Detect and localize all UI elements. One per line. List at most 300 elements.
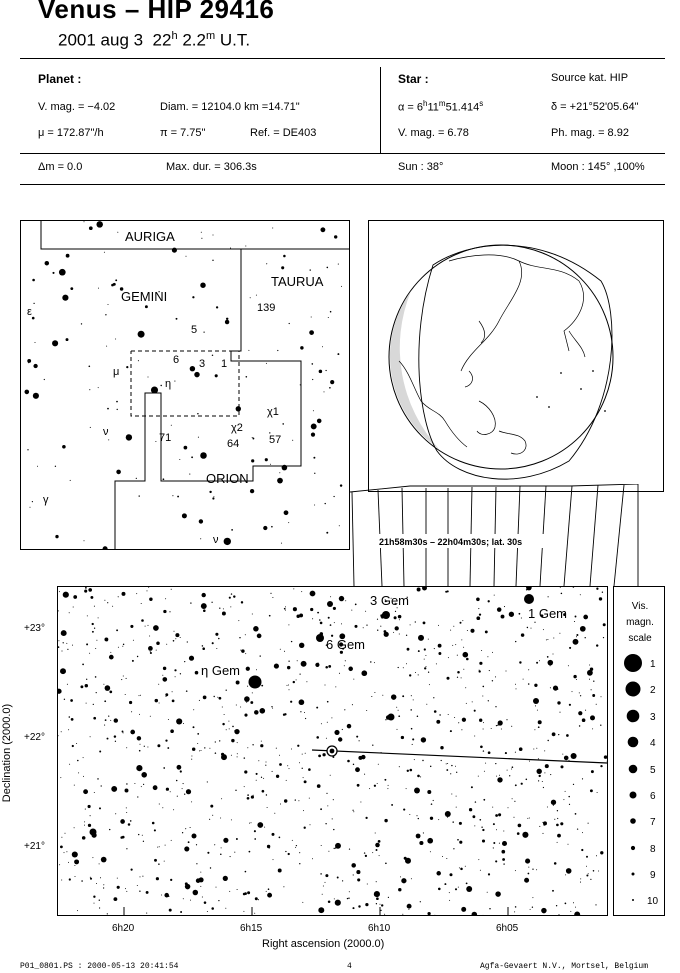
star-dot — [570, 911, 571, 912]
mag-label-7: 7 — [650, 817, 656, 828]
star-dot — [299, 852, 300, 853]
star-dot — [122, 646, 123, 647]
gemini-label: GEMINI — [121, 289, 168, 304]
star-dot — [142, 835, 143, 836]
star-dot — [213, 496, 214, 497]
star-dot — [266, 891, 267, 892]
star-dot — [602, 592, 603, 593]
star-dot — [68, 862, 69, 863]
star-dot — [391, 804, 393, 806]
star-dot — [161, 894, 162, 895]
star-dot — [55, 466, 56, 467]
star-dot — [126, 812, 127, 813]
star-dot — [365, 903, 368, 906]
star-dot — [593, 681, 594, 682]
star-dot — [394, 698, 395, 699]
star-dot — [104, 637, 108, 641]
star-dot — [89, 226, 93, 230]
star-dot — [52, 340, 58, 346]
star-dot — [349, 891, 350, 892]
star-dot — [416, 815, 417, 816]
star-dot — [457, 671, 460, 674]
star-dot — [230, 248, 231, 249]
star-dot — [263, 778, 264, 779]
star-dot — [67, 649, 68, 650]
star-dot — [573, 784, 574, 785]
star-dot — [428, 639, 429, 640]
mu-label: μ — [113, 366, 120, 378]
star-dot — [185, 882, 188, 885]
star-dot — [246, 376, 248, 378]
star-dot — [120, 836, 123, 839]
star-dot — [523, 679, 524, 680]
star-dot — [196, 844, 197, 845]
star-dot — [160, 385, 161, 386]
star-dot — [544, 750, 545, 751]
star-dot — [394, 616, 397, 619]
star-dot — [515, 784, 517, 786]
star-dot — [345, 600, 346, 601]
star-dot — [448, 714, 449, 715]
star-dot — [325, 882, 326, 883]
star-dot — [172, 700, 175, 703]
star-dot — [550, 774, 551, 775]
star-dot — [367, 883, 368, 884]
139-label: 139 — [257, 302, 276, 314]
star-dot — [433, 697, 434, 698]
star-dot — [149, 598, 152, 601]
star-dot — [597, 792, 598, 793]
eta-gem-star — [249, 676, 262, 689]
star-dot — [424, 659, 425, 660]
star-dot — [592, 728, 593, 729]
star-dot — [117, 886, 120, 889]
star-dot — [449, 892, 450, 893]
mag-dot-1 — [624, 654, 642, 672]
star-dot — [235, 790, 236, 791]
star-dot — [94, 628, 95, 629]
star-dot — [113, 897, 117, 901]
star-dot — [81, 880, 83, 882]
star-dot — [598, 871, 599, 872]
star-dot — [169, 611, 170, 612]
star-dot — [138, 331, 145, 338]
star-dot — [212, 815, 213, 816]
star-dot — [512, 766, 514, 768]
star-dot — [256, 780, 257, 781]
star-dot — [499, 843, 500, 844]
star-dot — [171, 840, 172, 841]
star-dot — [272, 227, 273, 228]
star-dot — [137, 796, 138, 797]
star-dot — [470, 629, 474, 633]
star-dot — [317, 419, 322, 424]
star-dot — [451, 765, 452, 766]
star-dot — [279, 755, 280, 756]
star-dot — [128, 823, 131, 826]
star-dot — [266, 263, 267, 264]
star-dot — [173, 640, 175, 642]
star-dot — [130, 730, 135, 735]
star-dot — [581, 849, 583, 851]
star-dot — [531, 628, 532, 629]
star-dot — [215, 374, 218, 377]
star-dot — [202, 645, 204, 647]
star-dot — [396, 707, 397, 708]
star-dot — [440, 746, 443, 749]
star-dot — [245, 634, 246, 635]
star-dot — [262, 790, 265, 793]
star-dot — [191, 456, 193, 458]
star-dot — [284, 608, 286, 610]
star-dot — [333, 799, 334, 800]
star-dot — [534, 622, 535, 623]
star-dot — [296, 679, 297, 680]
mag-dot-8 — [631, 846, 635, 850]
star-dot — [104, 252, 105, 253]
star-dot — [374, 662, 375, 663]
star-dot — [349, 849, 350, 850]
star-dot — [61, 650, 62, 651]
star-dot — [272, 833, 275, 836]
star-dot — [276, 748, 277, 749]
star-dot — [197, 733, 199, 735]
auriga-boundary — [41, 221, 350, 249]
star-dot — [254, 830, 256, 832]
dec-tick-22: +22° — [24, 732, 45, 743]
star-dot — [136, 765, 142, 771]
star-dot — [582, 778, 583, 779]
star-dot — [93, 717, 96, 720]
star-dot — [331, 717, 332, 718]
star-dot — [60, 846, 63, 849]
star-dot — [446, 763, 447, 764]
star-dot — [230, 856, 231, 857]
star-dot — [313, 457, 315, 459]
ra-h-unit: h — [423, 99, 428, 108]
star-dot — [580, 594, 581, 595]
star-dot — [251, 459, 254, 462]
star-dot — [180, 673, 181, 674]
star-dot — [279, 837, 281, 839]
star-dot — [472, 912, 478, 916]
star-dot — [463, 647, 464, 648]
orion-label: ORION — [206, 471, 249, 486]
star-dot — [402, 695, 404, 697]
star-dot — [544, 772, 545, 773]
info-mid-rule — [20, 153, 665, 154]
star-dot — [543, 821, 547, 825]
star-dot — [244, 770, 247, 773]
star-dot — [58, 646, 59, 648]
star-dot — [352, 810, 353, 811]
star-dot — [115, 279, 117, 281]
star-dot — [191, 756, 192, 757]
6-gem-star — [316, 634, 324, 642]
star-dot — [457, 839, 459, 841]
finder-chart — [20, 220, 350, 550]
star-dot — [506, 719, 507, 720]
star-dot — [86, 703, 87, 704]
star-dot — [380, 626, 381, 627]
star-dot — [201, 232, 202, 233]
star-dot — [398, 615, 402, 619]
mag-dot-5 — [629, 765, 638, 774]
star-dot — [438, 819, 439, 820]
star-dot — [118, 647, 119, 648]
star-dot — [174, 381, 175, 382]
star-dot — [315, 663, 319, 667]
star-dot — [376, 903, 377, 904]
star-dot — [162, 675, 163, 676]
star-dot — [536, 869, 537, 870]
star-dot — [566, 734, 569, 737]
star-dot — [359, 740, 360, 741]
star-dot — [221, 847, 222, 848]
magnitude-scale — [613, 586, 665, 916]
star-dot — [596, 704, 597, 705]
star-dot — [278, 869, 282, 873]
star-dot — [148, 646, 153, 651]
star-dot — [466, 886, 472, 892]
star-dot — [340, 484, 342, 486]
star-dot — [121, 679, 122, 680]
star-phmag: Ph. mag. = 8.92 — [551, 127, 629, 139]
star-dot — [607, 819, 608, 822]
star-dot — [381, 904, 383, 906]
star-dot — [59, 591, 60, 592]
star-dot — [548, 596, 549, 597]
star-dot — [537, 769, 542, 774]
star-dot — [202, 647, 205, 650]
chi2-label: χ2 — [231, 422, 243, 434]
star-dot — [250, 489, 254, 493]
star-dot — [580, 626, 586, 632]
star-dot — [254, 838, 256, 840]
star-dot — [132, 660, 134, 662]
info-bottom-rule — [20, 184, 665, 185]
star-dot — [590, 879, 591, 880]
star-dot — [556, 905, 557, 906]
star-dot — [512, 798, 513, 799]
star-dot — [111, 786, 117, 792]
star-dot — [186, 690, 188, 692]
star-dot — [557, 701, 560, 704]
planet-parallax: π = 7.75" — [160, 127, 206, 139]
star-dot — [201, 603, 207, 609]
star-dot — [519, 613, 521, 615]
star-dot — [325, 370, 326, 371]
star-dot — [283, 714, 285, 716]
star-dot — [237, 742, 238, 743]
star-dot — [226, 690, 227, 691]
star-dot — [541, 908, 546, 913]
star-dot — [250, 701, 253, 704]
star-dot — [84, 825, 85, 826]
star-dot — [224, 538, 231, 545]
star-dot — [288, 661, 289, 662]
star-dot — [265, 761, 266, 762]
star-dot — [596, 644, 598, 646]
star-dot — [300, 711, 301, 712]
star-dot — [88, 805, 91, 808]
star-dot — [147, 747, 148, 748]
star-dot — [334, 730, 339, 735]
star-dot — [302, 754, 303, 755]
star-dot — [402, 914, 403, 915]
star-dot — [212, 642, 214, 644]
star-dot — [311, 363, 313, 365]
star-dot — [471, 786, 473, 788]
star-dot — [496, 829, 497, 830]
star-dot — [508, 807, 509, 808]
star-dot — [223, 838, 228, 843]
star-dot — [118, 596, 119, 597]
footer-page-number: 4 — [347, 962, 352, 971]
ra-s-unit: s — [479, 99, 484, 108]
scale-dots-svg — [614, 649, 665, 914]
star-dot — [573, 639, 579, 645]
star-dot — [582, 832, 583, 833]
star-dot — [60, 668, 66, 674]
star-dot — [312, 594, 314, 596]
star-dot — [461, 907, 466, 912]
star-dot — [518, 824, 522, 828]
star-dot — [370, 661, 371, 662]
star-dot — [319, 619, 321, 621]
star-dot — [328, 317, 329, 318]
ephemeris-ref: Ref. = DE403 — [250, 127, 317, 139]
star-dot — [177, 496, 179, 498]
star-dot — [456, 796, 457, 797]
star-dot — [557, 818, 558, 819]
star-dot — [406, 663, 407, 664]
ra-axis-label: Right ascension (2000.0) — [262, 938, 385, 950]
star-dot — [98, 617, 99, 618]
star-dot — [27, 359, 31, 363]
finder-stars — [25, 221, 343, 550]
star-dot — [66, 254, 70, 258]
star-dot — [122, 731, 124, 733]
star-dot — [86, 679, 87, 680]
star-dot — [538, 758, 539, 759]
star-dot — [150, 651, 151, 652]
star-dot — [377, 619, 378, 620]
scale-title-line-3: scale — [628, 633, 652, 644]
star-dot — [313, 410, 314, 411]
star-dot — [358, 905, 360, 907]
star-dot — [89, 653, 90, 654]
star-dot — [258, 760, 259, 761]
star-dot — [438, 625, 439, 626]
star-dot — [96, 640, 97, 641]
star-dot — [261, 685, 263, 687]
star-dot — [537, 710, 538, 711]
star-dot — [162, 807, 163, 808]
star-dot — [481, 827, 482, 828]
star-dot — [299, 643, 304, 648]
star-dot — [334, 235, 337, 238]
star-dot — [279, 472, 280, 473]
star-dot — [364, 774, 365, 775]
star-dot — [314, 473, 315, 474]
star-dot — [229, 728, 230, 729]
star-dot — [115, 813, 116, 814]
star-dot — [551, 800, 556, 805]
star-dot — [90, 877, 91, 878]
star-dot — [569, 760, 570, 761]
star-dot — [515, 906, 517, 908]
star-label: Star : — [398, 72, 429, 86]
star-dot — [99, 863, 100, 864]
star-dot — [209, 748, 210, 749]
star-dot — [244, 757, 245, 758]
star-dot — [145, 305, 148, 308]
star-dot — [547, 639, 548, 640]
info-top-rule — [20, 58, 665, 59]
star-dot — [293, 681, 295, 683]
star-dot — [298, 800, 299, 801]
star-dot — [573, 587, 574, 588]
star-dot — [596, 855, 597, 856]
star-dot — [69, 764, 70, 765]
star-dot — [485, 630, 488, 633]
star-dot — [345, 660, 346, 661]
star-dot — [32, 501, 33, 502]
star-dot — [474, 825, 475, 826]
star-dot — [193, 726, 195, 728]
star-dot — [245, 653, 246, 654]
star-dot — [253, 795, 254, 796]
star-dot — [569, 647, 571, 649]
scale-title — [614, 599, 665, 647]
star-dot — [515, 641, 516, 642]
star-dot — [98, 387, 99, 388]
star-dot — [326, 793, 327, 794]
star-dot — [462, 718, 466, 722]
star-dot — [285, 851, 286, 852]
star-dot — [482, 686, 484, 688]
star-dot — [84, 590, 87, 593]
star-dot — [574, 912, 580, 916]
star-dot — [282, 465, 288, 471]
footer-file-info: P01_0801.PS : 2000-05-13 20:41:54 — [20, 962, 179, 971]
3-gem-star — [382, 611, 390, 619]
star-dot — [380, 910, 381, 911]
star-dot — [37, 466, 38, 467]
star-dot — [528, 873, 530, 875]
star-dot — [158, 863, 160, 865]
star-dot — [347, 760, 350, 763]
star-dot — [196, 863, 197, 864]
star-dot — [234, 852, 235, 853]
57-label: 57 — [269, 434, 282, 446]
star-dot — [325, 503, 326, 504]
star-dot — [459, 867, 460, 868]
star-dot — [599, 597, 602, 600]
star-dot — [306, 681, 307, 682]
star-dot — [376, 897, 379, 900]
star-dot — [325, 685, 326, 686]
star-dot — [495, 860, 497, 862]
star-dot — [417, 715, 419, 717]
star-dot — [333, 829, 334, 830]
star-dot — [155, 785, 156, 786]
dec-tick-23: +23° — [24, 623, 45, 634]
star-dot — [33, 364, 37, 368]
star-dot — [188, 841, 190, 843]
star-dot — [129, 701, 132, 704]
